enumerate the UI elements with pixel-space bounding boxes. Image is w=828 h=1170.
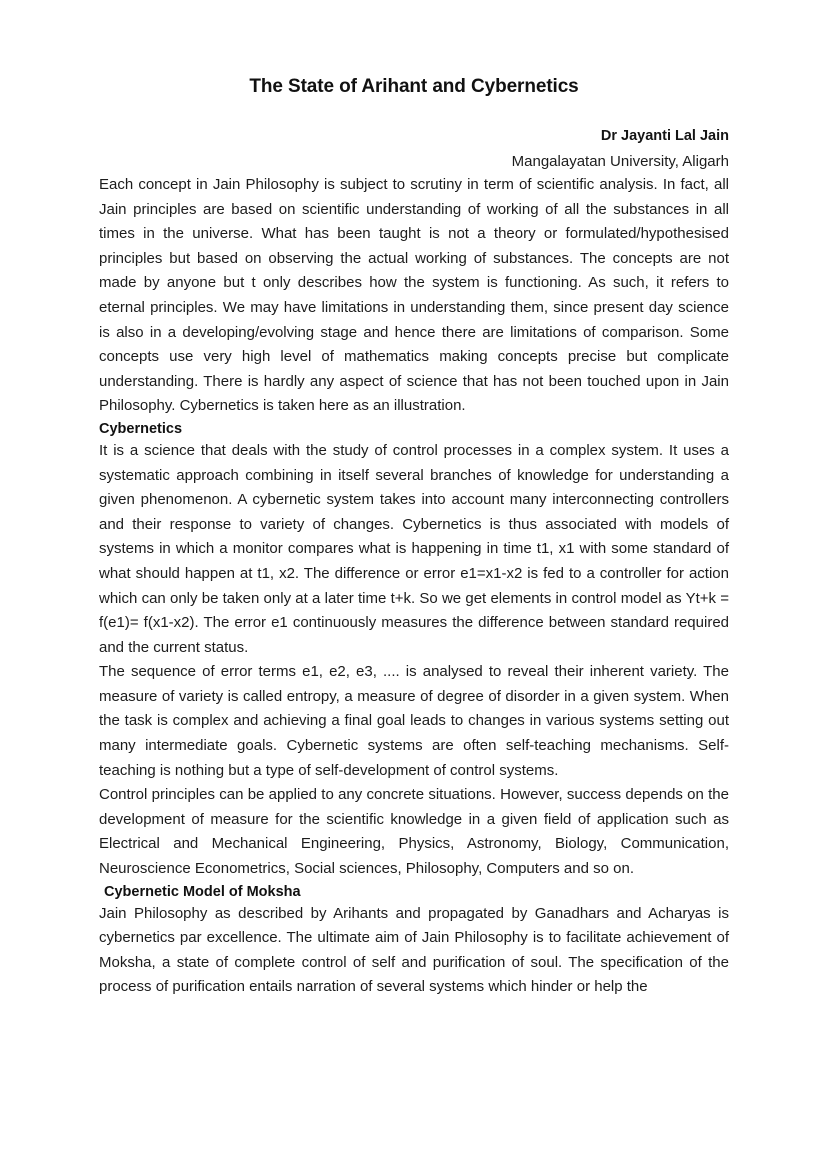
author-name: Dr Jayanti Lal Jain: [600, 128, 729, 144]
section-heading-cybernetics: Cybernetics: [99, 420, 183, 437]
document-content: [99, 0, 729, 1000]
paragraph-error-terms: The sequence of error terms e1, e2, e3, .... is analysed to reveal their inherent variety. The measure of variety is called entropy, a measure of degree of disorder in a given system. When the task is complex and achieving a final goal leads to changes in various systems setting out many intermediate goals. Cybernetic systems are often self-teaching mechanisms. Self-teaching is nothing but a type of self-development of control systems.: [99, 663, 729, 779]
section-heading-cybernetic-model-of-moksha: Cybernetic Model of Moksha: [104, 883, 301, 900]
page-title: The State of Arihant and Cybernetics: [249, 76, 579, 97]
paragraph-cybernetics-definition: It is a science that deals with the study of control processes in a complex system. It uses a systematic approach combining in itself several branches of knowledge for understanding a given phenomenon. A cybernetic system takes into account many interconnecting controllers and their response to variety of changes. Cybernetics is thus associated with models of systems in which a monitor compares what is happening in time t1, x1 with some standard of what should happen at t1, x2. The difference or error e1=x1-x2 is fed to a controller for action which can only be taken only at a later time t+k. So we get elements in control model as Yt+k = f(e1)= f(x1-x2). The error e1 continuously measures the difference between standard required and the current status.: [99, 441, 729, 656]
author-block: [99, 125, 729, 173]
author-affiliation: Mangalayatan University, Aligarh: [511, 153, 729, 170]
paragraph-control-principles: Control principles can be applied to any concrete situations. However, success depends on the development of measure for the scientific knowledge in a given field of application such as Electrical and Mechanical Engineering, Physics, Astronomy, Biology, Communication, Neuroscience Econometrics, Social sciences, Philosophy, Computers and so on.: [99, 786, 729, 878]
paragraph-moksha: Jain Philosophy as described by Arihants and propagated by Ganadhars and Acharyas is cybernetics par excellence. The ultimate aim of Jain Philosophy is to facilitate achievement of Moksha, a state of complete control of self and purification of soul. The specification of the process of purification entails narration of several systems which hinder or help the: [99, 904, 729, 996]
paragraph-intro: Each concept in Jain Philosophy is subject to scrutiny in term of scientific analysis. In fact, all Jain principles are based on scientific understanding of working of all the substances in all times in the universe. What has been taught is not a theory or formulated/hypothesised principles but based on observing the actual working of substances. The concepts are not made by anyone but t only describes how the system is functioning. As such, it refers to eternal principles. We may have limitations in understanding them, since present day science is also in a developing/evolving stage and hence there are limitations of comparison. Some concepts use very high level of mathematics making concepts precise but complicate understanding. There is hardly any aspect of science that has not been touched upon in Jain Philosophy. Cybernetics is taken here as an illustration.: [99, 176, 729, 415]
